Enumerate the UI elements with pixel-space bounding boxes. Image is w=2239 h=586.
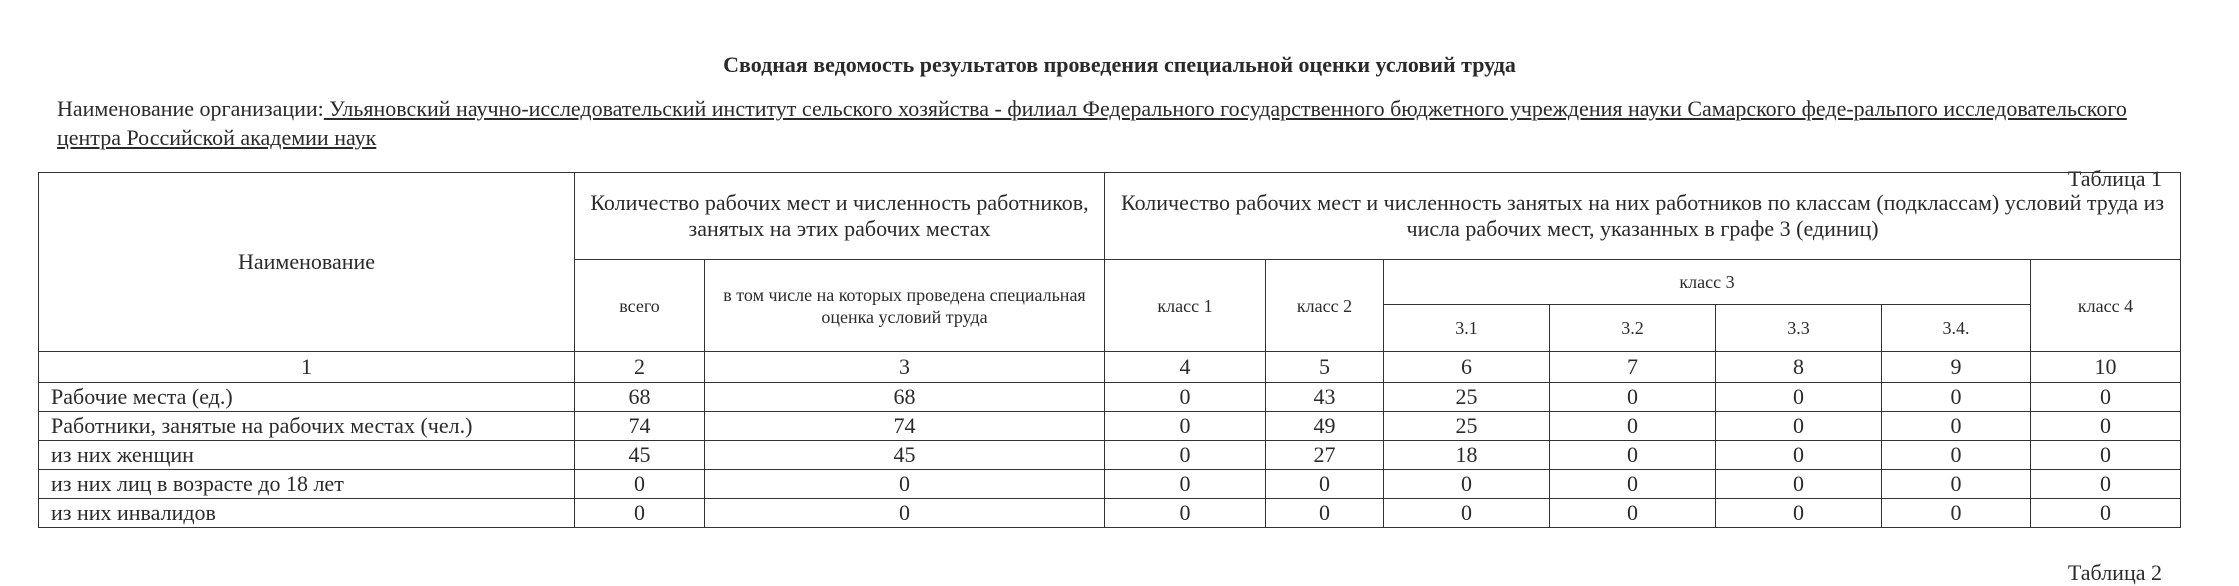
- row-name: Рабочие места (ед.): [39, 383, 575, 412]
- table-row: [39, 441, 2181, 470]
- cell-value: 0: [2031, 383, 2181, 412]
- cell-value: 0: [1105, 441, 1266, 470]
- row-name: Работники, занятые на рабочих местах (чел.): [39, 412, 575, 441]
- row-name: из них женщин: [39, 441, 575, 470]
- organization-label: Наименование организации:: [57, 96, 324, 121]
- cell-value: 45: [705, 441, 1105, 470]
- cell-value: 0: [1882, 499, 2031, 528]
- header-class1: класс 1: [1105, 260, 1266, 352]
- cell-value: 0: [1716, 499, 1882, 528]
- column-number: 8: [1716, 352, 1882, 383]
- table-caption: Таблица 1: [2067, 166, 2162, 191]
- summary-table: [38, 172, 2181, 528]
- header-sub-3-2: 3.2: [1550, 305, 1716, 352]
- column-number: 3: [705, 352, 1105, 383]
- column-number: 6: [1384, 352, 1550, 383]
- cell-value: 0: [1882, 470, 2031, 499]
- cell-value: 0: [1882, 412, 2031, 441]
- cell-value: 0: [2031, 412, 2181, 441]
- cell-value: 0: [1105, 499, 1266, 528]
- cell-value: 49: [1266, 412, 1384, 441]
- cell-value: 0: [2031, 499, 2181, 528]
- cell-value: 0: [1550, 383, 1716, 412]
- cell-value: 45: [575, 441, 705, 470]
- cell-value: 0: [705, 470, 1105, 499]
- column-number-row: [39, 352, 2181, 383]
- column-number: 1: [39, 352, 575, 383]
- cell-value: 0: [1550, 441, 1716, 470]
- header-sub-3-1: 3.1: [1384, 305, 1550, 352]
- cell-value: 0: [1266, 470, 1384, 499]
- cell-value: 0: [1384, 470, 1550, 499]
- next-table-caption: Таблица 2: [2067, 560, 2162, 585]
- cell-value: 25: [1384, 412, 1550, 441]
- organization-name: Ульяновский научно-исследовательский институт сельского хозяйства - филиал Федерального государственного бюджетного учреждения науки Самарского феде-ральпого исследовательского центра Российской академии наук: [57, 96, 2127, 150]
- cell-value: 0: [1550, 499, 1716, 528]
- header-classes-group: Количество рабочих мест и численность занятых на них работников по классам (подклассам) условий труда из числа рабочих мест, указанных в графе 3 (единиц): [1105, 173, 2181, 260]
- cell-value: 0: [1384, 499, 1550, 528]
- cell-value: 68: [705, 383, 1105, 412]
- cell-value: 0: [705, 499, 1105, 528]
- cell-value: 74: [705, 412, 1105, 441]
- column-number: 4: [1105, 352, 1266, 383]
- cell-value: 0: [1716, 383, 1882, 412]
- cell-value: 0: [1716, 412, 1882, 441]
- row-name: из них лиц в возрасте до 18 лет: [39, 470, 575, 499]
- header-name: Наименование: [39, 173, 575, 352]
- table-row: [39, 470, 2181, 499]
- cell-value: 0: [1882, 441, 2031, 470]
- cell-value: 0: [1266, 499, 1384, 528]
- header-sub-3-3: 3.3: [1716, 305, 1882, 352]
- cell-value: 0: [575, 499, 705, 528]
- cell-value: 0: [1716, 441, 1882, 470]
- row-name: из них инвалидов: [39, 499, 575, 528]
- header-total: всего: [575, 260, 705, 352]
- header-sub-3-4: 3.4.: [1882, 305, 2031, 352]
- header-class4: класс 4: [2031, 260, 2181, 352]
- header-workplaces-group: Количество рабочих мест и численность работников, занятых на этих рабочих местах: [575, 173, 1105, 260]
- table-row: [39, 383, 2181, 412]
- header-assessed: в том числе на которых проведена специальная оценка условий труда: [705, 260, 1105, 352]
- cell-value: 0: [1105, 470, 1266, 499]
- table-row: [39, 412, 2181, 441]
- header-class2: класс 2: [1266, 260, 1384, 352]
- cell-value: 0: [1882, 383, 2031, 412]
- cell-value: 0: [2031, 470, 2181, 499]
- column-number: 9: [1882, 352, 2031, 383]
- document-title: Сводная ведомость результатов проведения специальной оценки условий труда: [723, 52, 1516, 77]
- cell-value: 0: [1105, 383, 1266, 412]
- table-row: [39, 499, 2181, 528]
- cell-value: 0: [2031, 441, 2181, 470]
- cell-value: 0: [575, 470, 705, 499]
- cell-value: 43: [1266, 383, 1384, 412]
- cell-value: 74: [575, 412, 705, 441]
- cell-value: 25: [1384, 383, 1550, 412]
- column-number: 2: [575, 352, 705, 383]
- cell-value: 0: [1550, 412, 1716, 441]
- cell-value: 0: [1105, 412, 1266, 441]
- cell-value: 18: [1384, 441, 1550, 470]
- header-class3: класс 3: [1384, 260, 2031, 305]
- cell-value: 68: [575, 383, 705, 412]
- cell-value: 0: [1716, 470, 1882, 499]
- cell-value: 27: [1266, 441, 1384, 470]
- column-number: 7: [1550, 352, 1716, 383]
- organization-line: [57, 94, 2137, 152]
- cell-value: 0: [1550, 470, 1716, 499]
- column-number: 5: [1266, 352, 1384, 383]
- column-number: 10: [2031, 352, 2181, 383]
